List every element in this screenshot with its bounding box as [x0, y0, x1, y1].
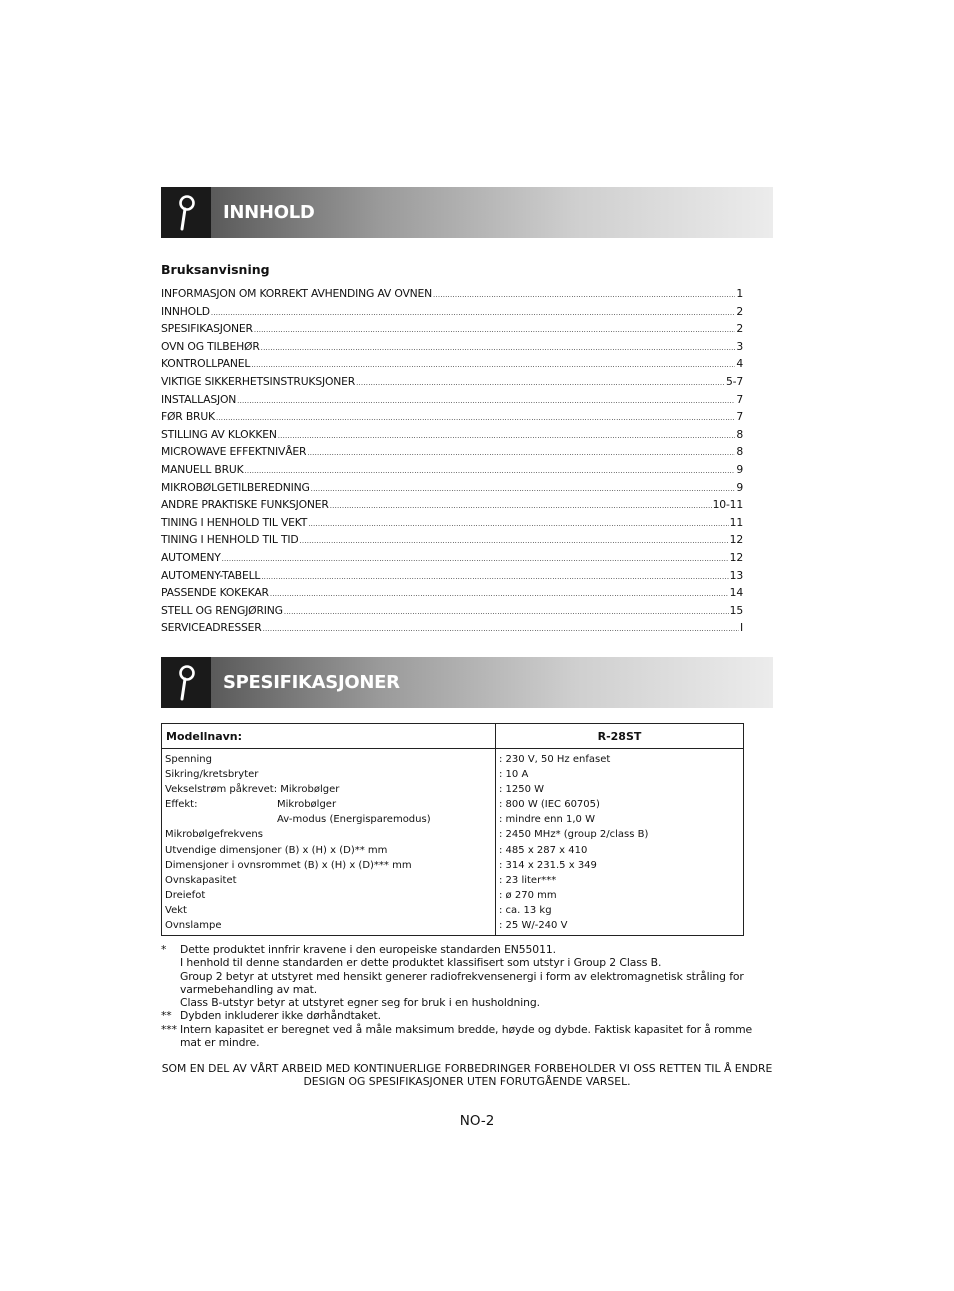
toc-title: INFORMASJON OM KORREKT AVHENDING AV OVNEN — [161, 287, 432, 300]
footnote-text — [180, 943, 773, 1009]
toc-leader-dots — [307, 445, 735, 463]
toc-page: 12 — [729, 550, 743, 564]
spec-label — [165, 812, 492, 827]
spec-values — [496, 749, 743, 935]
footnote-mark: * — [161, 943, 167, 956]
toc-title: SERVICEADRESSER — [161, 621, 262, 635]
toc-row — [161, 303, 743, 321]
spec-label-text: Spenning — [165, 754, 212, 765]
toc-leader-dots — [222, 551, 729, 569]
spec-label — [165, 782, 492, 797]
spec-value: : 23 liter*** — [499, 874, 557, 886]
toc-row — [161, 584, 743, 602]
toc-row — [161, 443, 743, 461]
spec-value: : 230 V, 50 Hz enfaset — [499, 754, 611, 765]
toc-row — [161, 373, 743, 391]
footnote — [161, 1023, 773, 1050]
spec-value: : 1250 W — [499, 784, 545, 796]
toc-row — [161, 602, 743, 620]
toc-page: 10-11 — [712, 498, 743, 512]
spec-label — [165, 767, 492, 782]
toc-page: 15 — [729, 603, 743, 617]
toc-heading: Bruksanvisning — [161, 262, 270, 277]
toc-title: SPESIFIKASJONER — [161, 322, 253, 336]
toc-row — [161, 479, 743, 497]
toc-page: 8 — [736, 427, 743, 441]
toc-page: 14 — [729, 586, 743, 600]
toc-leader-dots — [261, 569, 728, 587]
toc-row — [161, 549, 743, 567]
toc-leader-dots — [311, 481, 736, 499]
toc-leader-dots — [433, 287, 735, 305]
toc-title: AUTOMENY-TABELL — [161, 568, 261, 582]
specs-table — [161, 723, 744, 936]
spec-label — [165, 752, 492, 767]
footnote — [161, 1009, 773, 1022]
toc-title: STELL OG RENGJØRING — [161, 603, 283, 617]
toc-page: I — [740, 621, 743, 635]
toc-leader-dots — [261, 340, 736, 358]
toc-row — [161, 338, 743, 356]
spec-label — [165, 873, 492, 888]
spec-labels — [162, 749, 495, 935]
toc-leader-dots — [211, 305, 735, 323]
spec-label-text: Mikrobølgefrekvens — [165, 829, 263, 841]
spec-label-text: Utvendige dimensjoner (B) x (H) x (D)** mm — [165, 844, 388, 856]
toc-title: TINING I HENHOLD TIL TID — [161, 533, 299, 547]
toc-leader-dots — [244, 463, 735, 481]
spec-label — [165, 843, 492, 858]
toc-page: 11 — [729, 515, 743, 529]
toc-leader-dots — [237, 393, 735, 411]
toc-row — [161, 391, 743, 409]
contents-title: INNHOLD — [223, 202, 315, 223]
toc-page: 2 — [736, 304, 743, 318]
spec-label — [165, 797, 492, 812]
toc-row — [161, 285, 743, 303]
toc-leader-dots — [284, 604, 729, 622]
spec-value: : 800 W (IEC 60705) — [499, 799, 600, 811]
toc-page: 7 — [736, 392, 743, 406]
spec-label — [165, 903, 492, 918]
spec-label-text: Dreiefot — [165, 889, 206, 901]
footnote-line: I henhold til denne standarden er dette produktet klassifisert som utstyr i Group 2 Class B. — [180, 956, 662, 970]
toc-page: 8 — [736, 445, 743, 459]
toc-title: STILLING AV KLOKKEN — [161, 427, 277, 441]
footnote-mark: *** — [161, 1022, 177, 1036]
footnotes — [161, 943, 773, 1049]
specs-header-row — [162, 724, 744, 749]
spec-sublabel-text: Mikrobølger — [277, 799, 337, 811]
toc-leader-dots — [263, 621, 739, 639]
specs-banner — [161, 657, 773, 708]
spec-label — [165, 858, 492, 873]
toc-page: 5-7 — [725, 374, 743, 388]
tool-icon — [161, 187, 211, 238]
toc-title: INNHOLD — [161, 304, 210, 318]
toc-page: 2 — [736, 322, 743, 336]
toc-leader-dots — [299, 533, 728, 551]
toc-leader-dots — [356, 375, 725, 393]
footnote-text — [180, 1009, 773, 1022]
toc-page: 1 — [736, 287, 743, 300]
toc-leader-dots — [330, 498, 712, 516]
footnote-line: Group 2 betyr at utstyret med hensikt generer radiofrekvensenergi i form av elektromagnetisk stråling for varmebehandling av mat. — [180, 969, 744, 996]
toc-leader-dots — [278, 428, 736, 446]
toc-page: 9 — [736, 462, 743, 476]
tool-icon — [161, 657, 211, 708]
toc-title: VIKTIGE SIKKERHETSINSTRUKSJONER — [161, 374, 356, 388]
toc-row — [161, 408, 743, 426]
toc-title: KONTROLLPANEL — [161, 357, 251, 371]
toc-page: 12 — [729, 533, 743, 547]
spec-label — [165, 827, 492, 842]
toc-leader-dots — [254, 322, 735, 340]
spec-label-text: Vekt — [165, 904, 187, 916]
toc-page: 7 — [736, 410, 743, 424]
toc-title: TINING I HENHOLD TIL VEKT — [161, 515, 308, 529]
footnote — [161, 943, 773, 1009]
toc-page: 9 — [736, 480, 743, 494]
contents-banner — [161, 187, 773, 238]
page-number: NO-2 — [459, 1113, 495, 1129]
spec-label-text: Ovnskapasitet — [165, 874, 237, 886]
toc-leader-dots — [308, 516, 728, 534]
table-of-contents — [161, 285, 743, 637]
footnote-line: Class B-utstyr betyr at utstyret egner seg for bruk i en husholdning. — [180, 996, 540, 1010]
toc-title: FØR BRUK — [161, 410, 215, 424]
footnote-line: Dette produktet innfrir kravene i den europeiske standarden EN55011. — [180, 943, 556, 956]
toc-title: ANDRE PRAKTISKE FUNKSJONER — [161, 498, 329, 512]
model-value: R-28ST — [496, 724, 744, 749]
spec-label-text: Sikring/kretsbryter — [165, 769, 259, 781]
toc-row — [161, 567, 743, 585]
toc-title: INSTALLASJON — [161, 392, 237, 406]
toc-title: OVN OG TILBEHØR — [161, 339, 260, 353]
toc-title: AUTOMENY — [161, 550, 221, 564]
toc-row — [161, 496, 743, 514]
spec-label-text: Effekt: — [165, 799, 198, 811]
toc-leader-dots — [216, 410, 735, 428]
toc-row — [161, 320, 743, 338]
toc-title: MICROWAVE EFFEKTNIVÅER — [161, 445, 307, 459]
spec-value: : 25 W/-240 V — [499, 920, 568, 932]
spec-label-text: Vekselstrøm påkrevet: Mikrobølger — [165, 784, 340, 796]
toc-row — [161, 461, 743, 479]
spec-value: : 2450 MHz* (group 2/class B) — [499, 829, 649, 841]
model-label: Modellnavn: — [162, 724, 496, 749]
spec-value: : ø 270 mm — [499, 889, 557, 901]
spec-value: : mindre enn 1,0 W — [499, 814, 595, 826]
toc-page: 4 — [736, 357, 743, 371]
footnote-mark: ** — [161, 1009, 172, 1023]
toc-title: MANUELL BRUK — [161, 462, 244, 476]
change-notice: SOM EN DEL AV VÅRT ARBEID MED KONTINUERLIGE FORBEDRINGER FORBEHOLDER VI OSS RETTEN TIL Å ENDRE DESIGN OG SPESIFIKASJONER UTEN FORUTGÅENDE VARSEL. — [161, 1062, 773, 1089]
toc-row — [161, 514, 743, 532]
footnote-line: Intern kapasitet er beregnet ved å måle maksimum bredde, høyde og dybde. Faktisk kapasitet for å romme mat er mindre. — [180, 1022, 753, 1050]
spec-value: : 314 x 231.5 x 349 — [499, 859, 597, 871]
footnote-text — [180, 1023, 773, 1050]
toc-title: MIKROBØLGETILBEREDNING — [161, 480, 310, 494]
spec-label-text: Dimensjoner i ovnsrommet (B) x (H) x (D)*** mm — [165, 859, 412, 871]
toc-row — [161, 619, 743, 637]
spec-sublabel-text: Av-modus (Energisparemodus) — [277, 814, 431, 826]
spec-value: : ca. 13 kg — [499, 904, 552, 916]
toc-row — [161, 426, 743, 444]
toc-page: 13 — [729, 568, 743, 582]
spec-value: : 485 x 287 x 410 — [499, 844, 588, 856]
toc-leader-dots — [270, 586, 729, 604]
toc-page: 3 — [736, 339, 743, 353]
specs-title: SPESIFIKASJONER — [223, 672, 400, 693]
footnote-line: Dybden inkluderer ikke dørhåndtaket. — [180, 1009, 381, 1023]
spec-label-text: Ovnslampe — [165, 920, 222, 932]
toc-title: PASSENDE KOKEKAR — [161, 586, 269, 600]
spec-label — [165, 918, 492, 933]
toc-row — [161, 531, 743, 549]
spec-label — [165, 888, 492, 903]
toc-row — [161, 355, 743, 373]
spec-value: : 10 A — [499, 769, 529, 781]
